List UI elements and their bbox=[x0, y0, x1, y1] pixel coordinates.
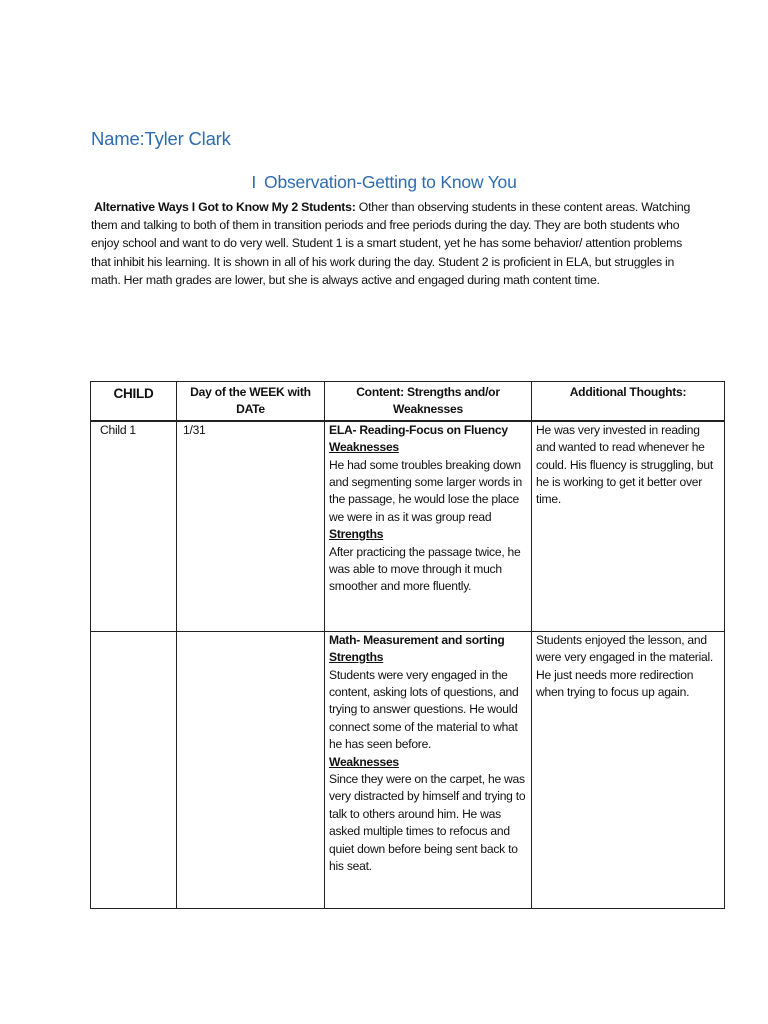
section-heading bbox=[0, 172, 768, 193]
content-subject: Math- Measurement and sorting bbox=[329, 632, 505, 647]
cell-child: Child 1 bbox=[91, 421, 177, 632]
intro-text: Other than observing students in these content areas. Watching them and talking to both of them in transition periods and free periods during the day. They are both students who enjoy school and want to do very well. Student 1 is a smart student, yet he has some behavior/ attention problems that inhibit his learning. It is shown in all of his work during the day. Student 2 is proficient in ELA, but struggles in math. Her math grades are lower, but she is always active and engaged during math content time. bbox=[91, 200, 691, 287]
cell-child bbox=[91, 631, 177, 908]
content-first-label: Strengths bbox=[329, 650, 384, 665]
cell-content bbox=[325, 631, 532, 908]
intro-lead: Alternative Ways I Got to Know My 2 Students: bbox=[94, 200, 356, 214]
content-first-label: Weaknesses bbox=[329, 440, 399, 455]
cell-day bbox=[177, 631, 325, 908]
table-row bbox=[91, 631, 725, 908]
content-first-text: Students were very engaged in the content, asking lots of questions, and trying to answer questions. He would connect some of the material to what he has seen before. bbox=[329, 667, 519, 752]
content-second-label: Strengths bbox=[329, 527, 384, 542]
observation-table bbox=[90, 381, 725, 909]
table-header-row bbox=[91, 382, 725, 421]
content-second-text: Since they were on the carpet, he was very distracted by himself and trying to talk to others around him. He was asked multiple times to refocus and quiet down before being sent back to his seat. bbox=[329, 772, 526, 874]
header-day: Day of the WEEK with DATe bbox=[177, 382, 325, 421]
content-first-text: He had some troubles breaking down and segmenting some larger words in the passage, he would lose the place we were in as it was group read bbox=[329, 457, 522, 524]
content-second-text: After practicing the passage twice, he was able to move through it much smoother and more fluently. bbox=[329, 544, 521, 594]
cell-day: 1/31 bbox=[177, 421, 325, 632]
section-number: I bbox=[251, 172, 257, 192]
content-subject: ELA- Reading-Focus on Fluency bbox=[329, 422, 508, 437]
cell-thoughts: He was very invested in reading and wanted to read whenever he could. His fluency is struggling, but he is working to get it better over time. bbox=[532, 421, 725, 632]
intro-paragraph bbox=[91, 198, 691, 289]
table-row bbox=[91, 421, 725, 632]
header-thoughts: Additional Thoughts: bbox=[532, 382, 725, 421]
content-second-label: Weaknesses bbox=[329, 754, 399, 769]
cell-content bbox=[325, 421, 532, 632]
header-child: CHILD bbox=[91, 382, 177, 421]
section-title: Observation-Getting to Know You bbox=[264, 172, 517, 192]
cell-thoughts: Students enjoyed the lesson, and were very engaged in the material. He just needs more redirection when trying to focus up again. bbox=[532, 631, 725, 908]
header-content: Content: Strengths and/or Weaknesses bbox=[325, 382, 532, 421]
name-heading: Name:Tyler Clark bbox=[91, 128, 231, 149]
